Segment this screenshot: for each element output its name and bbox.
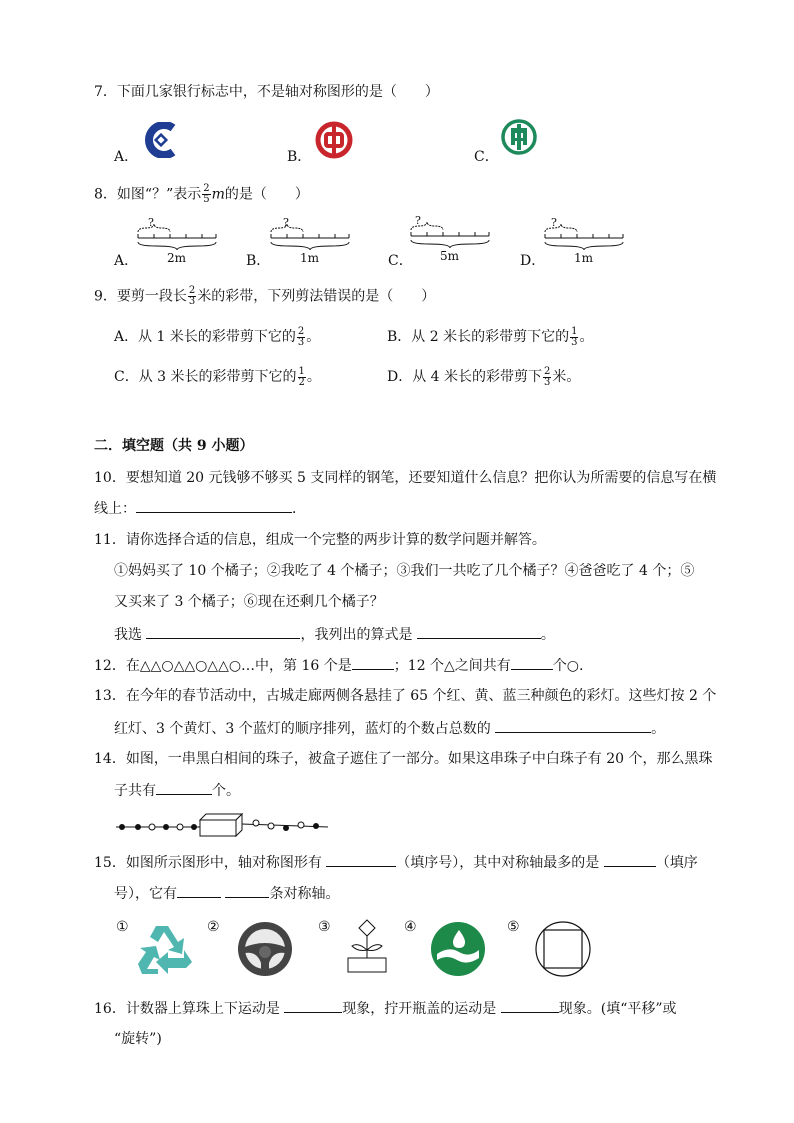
- q8-qmark-d: ?: [551, 216, 557, 229]
- q9-text: 9．要剪一段长 $\frac{2}{3}$ 米的彩带，下列剪法错误的是（ ）: [94, 285, 436, 307]
- q10-line1: 10．要想知道 20 元钱够不够买 5 支同样的钢笔，还要知道什么信息？把你认为所需要的信息写在横: [94, 470, 717, 486]
- q15-label-5: ⑤: [507, 919, 520, 935]
- q8-qmark-b: ?: [283, 216, 289, 229]
- q8-qmark-a: ?: [148, 216, 154, 229]
- q13-line2: 红灯、3 个黄灯、3 个蓝灯的顺序排列，蓝灯的个数占总数的 。: [114, 718, 665, 739]
- q12-line: 12．在△△○△△○△△○…中，第 16 个是 ；12 个△之间共有 个○.: [94, 655, 583, 676]
- q15-label-1: ①: [116, 919, 129, 935]
- q7-option-c: C．: [474, 149, 499, 165]
- q7-option-a: A．: [114, 149, 139, 165]
- q9-option-d: D．从 4 米长的彩带剪下 $\frac{2}{3}$ 米。: [387, 365, 581, 388]
- q7-text: 7．下面几家银行标志中，不是轴对称图形的是（ ）: [94, 84, 439, 100]
- abc-logo-icon: [500, 118, 538, 160]
- q15-blank-1[interactable]: [326, 852, 396, 867]
- q16-line2: “旋转”): [114, 1031, 162, 1047]
- q9-option-c: C．从 3 米长的彩带剪下它的 $\frac{1}{2}$ 。: [114, 365, 321, 388]
- q14-line1: 14．如图，一串黑白相间的珠子，被盒子遮住了一部分。如果这串珠子中白珠子有 20 个，那么黑珠: [94, 751, 713, 767]
- q13-blank[interactable]: [495, 718, 651, 733]
- q9-option-a: A．从 1 米长的彩带剪下它的 $\frac{2}{3}$ 。: [114, 325, 321, 348]
- q15-label-2: ②: [207, 919, 220, 935]
- q8-length-a: 2m: [167, 251, 187, 265]
- q10-line2: 线上： ．: [94, 498, 306, 519]
- q11-line2: ①妈妈买了 10 个橘子；②我吃了 4 个橘子；③我们一共吃了几个橘子？④爸爸吃了 4 个；⑤: [114, 563, 695, 579]
- q14-blank[interactable]: [156, 780, 212, 795]
- boc-logo-icon: [314, 121, 354, 163]
- q8-qmark-c: ?: [415, 214, 421, 227]
- q16-blank-2[interactable]: [501, 998, 559, 1013]
- q10-blank[interactable]: [136, 498, 292, 513]
- q7-option-b: B．: [287, 149, 312, 165]
- q8-option-b: B．: [246, 253, 271, 269]
- square-in-circle-icon: [533, 919, 593, 983]
- q16-blank-1[interactable]: [284, 998, 342, 1013]
- q8-length-d: 1m: [574, 251, 594, 265]
- q15-line1: 15．如图所示图形中，轴对称图形有 （填序号），其中对称轴最多的是 （填序: [94, 852, 698, 873]
- steering-wheel-icon: [235, 919, 295, 983]
- q8-text: 8．如图“？”表示 $\frac{2}{5}$ m的是（ ）: [94, 183, 309, 205]
- water-drop-logo-icon: [429, 920, 487, 982]
- q12-blank-2[interactable]: [511, 655, 553, 670]
- q8-length-c: 5m: [440, 249, 460, 263]
- bead-string-figure: [114, 810, 332, 844]
- section-title: 二．填空题（共 9 小题）: [94, 438, 254, 454]
- q12-blank-1[interactable]: [352, 655, 394, 670]
- q11-blank-1[interactable]: [146, 624, 300, 639]
- q15-blank-2[interactable]: [604, 852, 656, 867]
- q15-blank-4[interactable]: [225, 883, 269, 898]
- q11-line4: 我选 ，我列出的算式是 。: [114, 624, 555, 645]
- q15-line2: 号），它有 条对称轴。: [114, 883, 339, 904]
- q16-line1: 16．计数器上算珠上下运动是 现象，拧开瓶盖的运动是 现象。(填“平移”或: [94, 998, 677, 1019]
- ccb-logo-icon: [143, 122, 181, 162]
- q8-option-a: A．: [114, 253, 139, 269]
- q13-line1: 13．在今年的春节活动中，古城走廊两侧各悬挂了 65 个红、黄、蓝三种颜色的彩灯。这些灯按 2 个: [94, 688, 717, 704]
- q11-line1: 11．请你选择合适的信息，组成一个完整的两步计算的数学问题并解答。: [94, 532, 546, 548]
- q15-label-3: ③: [318, 919, 331, 935]
- q9-option-b: B．从 2 米长的彩带剪下它的 $\frac{1}{3}$ 。: [387, 325, 594, 348]
- q15-blank-3[interactable]: [177, 883, 221, 898]
- q15-label-4: ④: [404, 919, 417, 935]
- flower-pot-icon: [344, 916, 390, 980]
- q8-length-b: 1m: [300, 251, 320, 265]
- recycle-icon: [134, 922, 198, 980]
- q11-line3: 又买来了 3 个橘子；⑥现在还剩几个橘子？: [114, 594, 384, 610]
- q8-option-c: C．: [388, 253, 413, 269]
- q14-line2: 子共有 个。: [114, 780, 240, 801]
- q11-blank-2[interactable]: [417, 624, 541, 639]
- q8-option-d: D．: [520, 253, 546, 269]
